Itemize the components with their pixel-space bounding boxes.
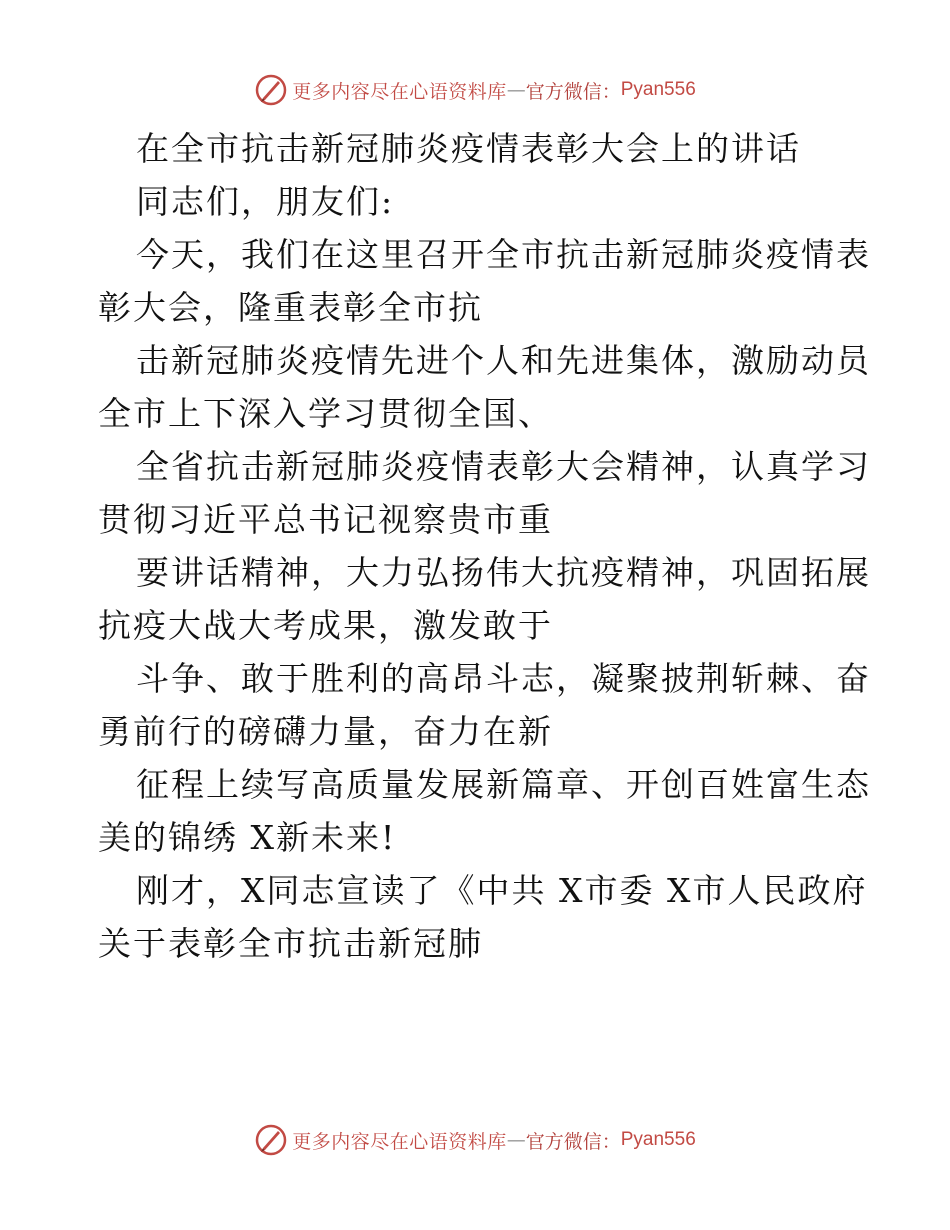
paragraph-line: 全市上下深入学习贯彻全国、: [98, 394, 553, 433]
paragraph-line: 今天，我们在这里召开全市抗击新冠肺炎疫情表: [136, 235, 871, 274]
paragraph-line: 征程上续写高质量发展新篇章、开创百姓富生态: [136, 765, 871, 804]
paragraph-line: 击新冠肺炎疫情先进个人和先进集体，激励动员: [136, 341, 871, 380]
paragraph-line: 美的锦绣 X新未来!: [98, 818, 397, 857]
watermark-wechat-id: Pyan556: [620, 1129, 696, 1150]
watermark-main-text: 更多内容尽在心语资料库: [292, 1130, 507, 1153]
paragraph-line: 全省抗击新冠肺炎疫情表彰大会精神，认真学习: [136, 447, 871, 486]
paragraph-line: 要讲话精神，大力弘扬伟大抗疫精神，巩固拓展: [136, 553, 871, 592]
footer-watermark: [0, 1120, 950, 1160]
header-watermark: [0, 70, 950, 110]
paragraph-line: 抗疫大战大考成果，激发敢于: [98, 606, 553, 645]
quill-pen-logo-icon: [254, 73, 288, 107]
quill-pen-logo-icon: [254, 1123, 288, 1157]
document-body: [98, 122, 871, 970]
watermark-dash: —: [506, 79, 526, 101]
paragraph-line: 贯彻习近平总书记视察贵市重: [98, 500, 553, 539]
watermark-wechat-id: Pyan556: [620, 79, 696, 100]
watermark-dash: —: [506, 1129, 526, 1151]
watermark-main-text: 更多内容尽在心语资料库: [292, 80, 507, 103]
paragraph-line: 刚才，X同志宣读了《中共 X市委 X市人民政府: [136, 871, 868, 910]
paragraph-line: 斗争、敢于胜利的高昂斗志，凝聚披荆斩棘、奋: [136, 659, 871, 698]
paragraph-line: 关于表彰全市抗击新冠肺: [98, 924, 483, 963]
paragraph-line: 勇前行的磅礴力量，奋力在新: [98, 712, 553, 751]
salutation-line: 同志们，朋友们:: [136, 182, 395, 221]
watermark-wechat-label: 官方微信：: [525, 80, 621, 103]
paragraph-line: 彰大会，隆重表彰全市抗: [98, 288, 483, 327]
watermark-wechat-label: 官方微信：: [525, 1130, 621, 1153]
document-title: 在全市抗击新冠肺炎疫情表彰大会上的讲话: [136, 129, 801, 168]
